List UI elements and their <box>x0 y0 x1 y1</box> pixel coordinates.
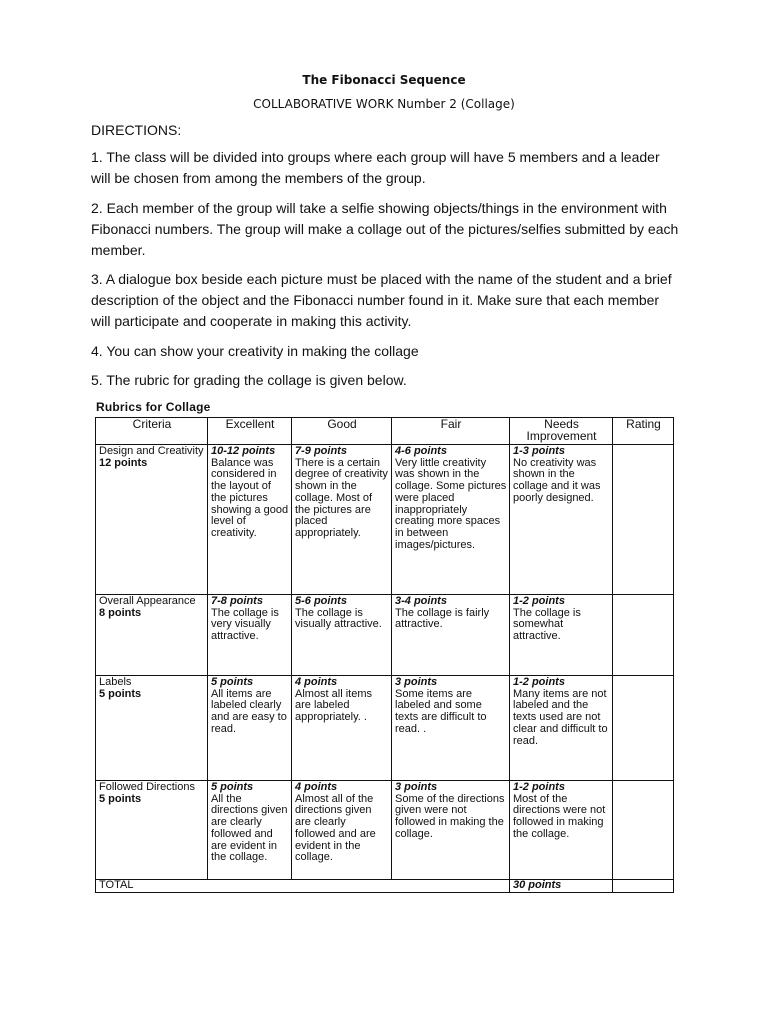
header-criteria: Criteria <box>96 418 208 445</box>
excellent-description: All items are labeled clearly and are easy to read. <box>211 687 287 735</box>
total-points-value: 30 points <box>513 879 562 891</box>
needs-improvement-description: No creativity was shown in the collage and it was poorly designed. <box>513 456 601 504</box>
good-points: 4 points <box>295 676 338 688</box>
excellent-cell <box>208 781 292 880</box>
criteria-cell <box>96 595 208 676</box>
good-description: Almost all items are labeled appropriately. . <box>295 687 373 724</box>
good-points: 4 points <box>295 781 338 793</box>
header-needs-improvement: Needs Improvement <box>510 418 613 445</box>
criteria-name: Followed Directions <box>99 781 195 793</box>
fair-cell <box>392 595 510 676</box>
good-description: There is a certain degree of creativity shown in the collage. Most of the pictures are placed appropriately. <box>295 456 388 539</box>
excellent-points: 5 points <box>211 781 254 793</box>
needs-improvement-points: 1-3 points <box>513 445 565 457</box>
directions-heading: DIRECTIONS: <box>91 122 182 138</box>
needs-improvement-points: 1-2 points <box>513 676 565 688</box>
fair-description: Some items are labeled and some texts are difficult to read. . <box>395 687 487 735</box>
excellent-description: The collage is very visually attractive. <box>211 606 279 643</box>
direction-paragraph-5: 5. The rubric for grading the collage is given below. <box>91 372 407 388</box>
good-points: 5-6 points <box>295 595 347 607</box>
needs-improvement-description: Most of the directions were not followed in making the collage. <box>513 792 606 840</box>
good-cell <box>292 781 392 880</box>
header-good: Good <box>292 418 392 445</box>
rating-cell <box>613 781 674 880</box>
fair-description: The collage is fairly attractive. <box>395 606 490 631</box>
criteria-points: 8 points <box>99 606 142 619</box>
good-description: Almost all of the directions given are clearly followed and are evident in the collage. <box>295 792 376 864</box>
criteria-points: 5 points <box>99 792 142 805</box>
document-subtitle: COLLABORATIVE WORK Number 2 (Collage) <box>253 97 515 111</box>
fair-cell <box>392 676 510 781</box>
total-rating-cell <box>613 880 674 893</box>
excellent-cell <box>208 445 292 595</box>
excellent-description: Balance was considered in the layout of the pictures showing a good level of creativity. <box>211 456 289 539</box>
direction-paragraph-1: 1. The class will be divided into groups where each group will have 5 members and a leader will be chosen from among the members of the group. <box>91 149 660 186</box>
rating-cell <box>613 595 674 676</box>
header-fair: Fair <box>392 418 510 445</box>
rubric-table <box>95 417 674 893</box>
criteria-name: Overall Appearance <box>99 595 196 607</box>
fair-description: Some of the directions given were not followed in making the collage. <box>395 792 505 840</box>
total-label: TOTAL <box>96 880 510 893</box>
good-description: The collage is visually attractive. <box>295 606 382 631</box>
excellent-cell <box>208 595 292 676</box>
needs-improvement-description: Many items are not labeled and the texts used are not clear and difficult to read. <box>513 687 608 747</box>
document-title: The Fibonacci Sequence <box>302 73 466 87</box>
rating-cell <box>613 676 674 781</box>
excellent-points: 7-8 points <box>211 595 263 607</box>
excellent-cell <box>208 676 292 781</box>
rating-cell <box>613 445 674 595</box>
excellent-description: All the directions given are clearly followed and are evident in the collage. <box>211 792 288 864</box>
needs-improvement-cell <box>510 676 613 781</box>
table-row <box>96 445 674 595</box>
fair-points: 4-6 points <box>395 445 447 457</box>
fair-points: 3 points <box>395 676 438 688</box>
table-row <box>96 781 674 880</box>
total-points <box>510 880 613 893</box>
table-row <box>96 595 674 676</box>
criteria-points: 12 points <box>99 456 148 469</box>
fair-points: 3 points <box>395 781 438 793</box>
criteria-cell <box>96 445 208 595</box>
needs-improvement-cell <box>510 595 613 676</box>
needs-improvement-cell <box>510 445 613 595</box>
needs-improvement-points: 1-2 points <box>513 781 565 793</box>
rubric-header-row <box>96 418 674 445</box>
direction-paragraph-4: 4. You can show your creativity in making the collage <box>91 343 419 359</box>
good-cell <box>292 445 392 595</box>
direction-paragraph-2: 2. Each member of the group will take a selfie showing objects/things in the environment with Fibonacci numbers. The group will make a collage out of the pictures/selfies submitted by each member. <box>91 200 679 258</box>
fair-points: 3-4 points <box>395 595 447 607</box>
criteria-cell <box>96 781 208 880</box>
excellent-points: 10-12 points <box>211 445 276 457</box>
table-row <box>96 676 674 781</box>
header-excellent: Excellent <box>208 418 292 445</box>
fair-description: Very little creativity was shown in the collage. Some pictures were placed inappropriately creating more spaces in between images/pictures. <box>395 456 507 551</box>
criteria-points: 5 points <box>99 687 142 700</box>
needs-improvement-description: The collage is somewhat attractive. <box>513 606 581 643</box>
needs-improvement-points: 1-2 points <box>513 595 565 607</box>
excellent-points: 5 points <box>211 676 254 688</box>
good-points: 7-9 points <box>295 445 347 457</box>
criteria-name: Design and Creativity <box>99 445 204 457</box>
direction-paragraph-3: 3. A dialogue box beside each picture must be placed with the name of the student and a brief description of the object and the Fibonacci number found in it. Make sure that each member will participate and cooperate in making this activity. <box>91 271 672 329</box>
good-cell <box>292 676 392 781</box>
criteria-name: Labels <box>99 676 132 688</box>
fair-cell <box>392 445 510 595</box>
fair-cell <box>392 781 510 880</box>
criteria-cell <box>96 676 208 781</box>
header-rating: Rating <box>613 418 674 445</box>
needs-improvement-cell <box>510 781 613 880</box>
rubric-title: Rubrics for Collage <box>96 400 211 414</box>
total-row <box>96 880 674 893</box>
good-cell <box>292 595 392 676</box>
